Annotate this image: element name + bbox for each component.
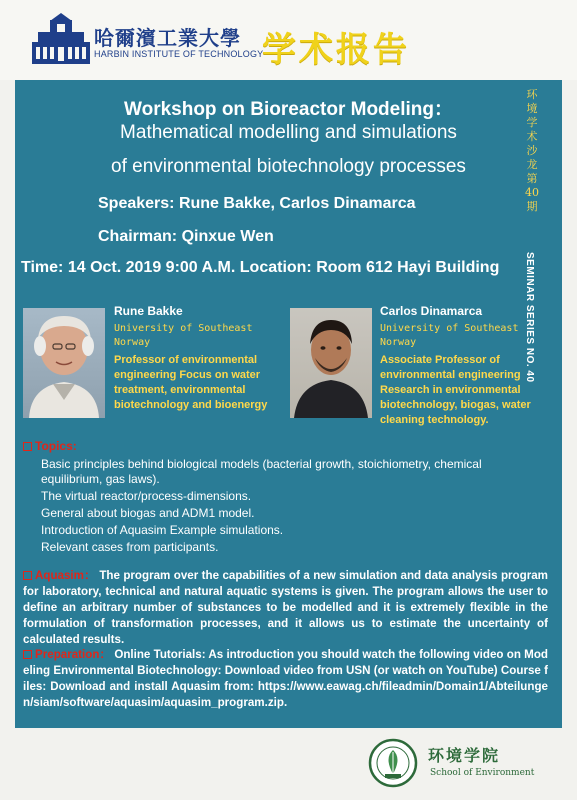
- speaker-description: Associate Professor of environmental engineering Research in environmental biotechnology, biogas, water cleaning technology.: [380, 354, 531, 426]
- topic-item: Relevant cases from participants.: [41, 540, 219, 554]
- aquasim-text: The program over the capabilities of a new simulation and data analysis program for laboratory, technical and natural aquatic systems is given. The program allows the user to define an arbitrary number of substances to be modelled and it is extremely flexible in the formulation of transformation processes, and it allows us to estimate the uncertainty of calculated results.: [23, 569, 548, 646]
- school-emblem: [368, 738, 418, 788]
- aquasim-section: [23, 568, 548, 648]
- square-bullet-icon: [23, 571, 32, 580]
- workshop-title: Workshop on Bioreactor Modeling：: [124, 99, 453, 120]
- topic-item: Basic principles behind biological models (bacterial growth, stoichiometry, chemical equilibrium, gas laws).: [41, 457, 482, 486]
- topic-item: General about biogas and ADM1 model.: [41, 506, 255, 520]
- speaker-name: Carlos Dinamarca: [380, 304, 483, 318]
- school-name-cn: 环境学院: [428, 746, 501, 765]
- square-bullet-icon: [23, 442, 32, 451]
- topic-item: Introduction of Aquasim Example simulations.: [41, 523, 284, 537]
- workshop-subtitle-line1: Mathematical modelling and simulations: [120, 122, 457, 143]
- time-location-line: Time: 14 Oct. 2019 9:00 A.M. Location: Room 612 Hayi Building: [21, 259, 500, 276]
- chairman-line: Chairman: Qinxue Wen: [98, 228, 274, 245]
- topic-item: The virtual reactor/process-dimensions.: [41, 489, 252, 503]
- speaker-affiliation: University of Southeast Norway: [114, 323, 253, 348]
- speaker-description: Professor of environmental engineering Focus on water treatment, environmental biotechnology and bioenergy: [114, 354, 268, 411]
- topics-heading: [23, 439, 77, 453]
- preparation-section: [23, 647, 548, 711]
- preparation-text: Online Tutorials: As introduction you should watch the following video on Modeling Environmental Biotechnology: Download video from USN (or watch on YouTube) Course files: Download and install Aquasim from: https://www.eawag.ch/fileadmin/Domain1/Abteilungen/siam/software/aquasim/aquasim_program.zip.: [23, 648, 548, 709]
- report-title: 学术报告: [262, 31, 410, 69]
- square-bullet-icon: [23, 650, 32, 659]
- seminar-series-label: SEMINAR SERIES NO. 40: [524, 252, 535, 383]
- topics-label: Topics:: [35, 439, 77, 453]
- salon-vertical-label: 环境学术沙龙第40期: [525, 88, 539, 213]
- school-name-en: School of Environment: [430, 768, 535, 778]
- speaker-affiliation: University of Southeast Norway: [380, 323, 519, 348]
- university-logo: [30, 12, 92, 68]
- workshop-subtitle-line2: of environmental biotechnology processes: [111, 156, 466, 177]
- university-name-cn: 哈爾濱工業大學: [94, 26, 241, 50]
- university-name-en: HARBIN INSTITUTE OF TECHNOLOGY: [94, 49, 264, 59]
- speakers-line: Speakers: Rune Bakke, Carlos Dinamarca: [98, 195, 416, 212]
- speaker-photo-carlos-dinamarca: [290, 308, 372, 418]
- topic-list: [41, 457, 541, 557]
- speaker-photo-rune-bakke: [23, 308, 105, 418]
- aquasim-label: Aquasim：: [35, 569, 96, 582]
- speaker-name: Rune Bakke: [114, 304, 183, 318]
- preparation-label: Preparation：: [35, 648, 112, 661]
